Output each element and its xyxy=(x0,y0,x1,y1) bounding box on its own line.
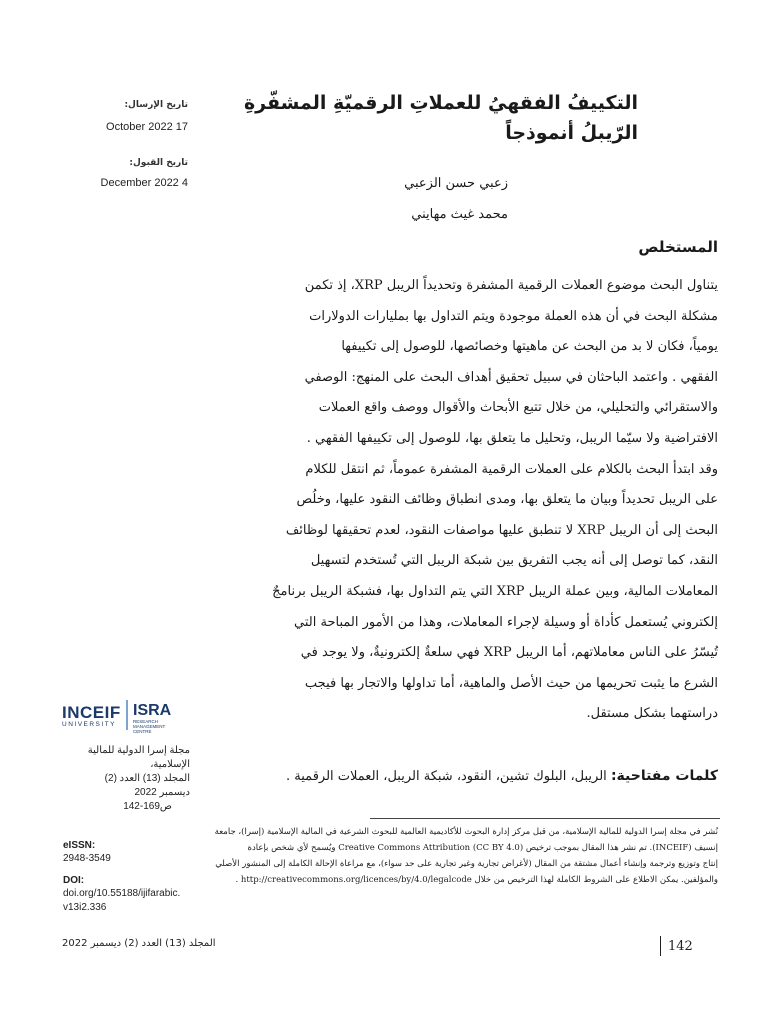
keywords-row xyxy=(200,768,718,784)
eissn-label: eISSN: xyxy=(63,840,96,851)
footer-issue: المجلد (13) العدد (2) ديسمبر 2022 xyxy=(62,938,216,949)
license-footnote xyxy=(200,824,718,888)
keywords-label: كلمات مفتاحية: xyxy=(610,768,718,784)
logo-divider xyxy=(126,700,128,730)
doi-line: doi.org/10.55188/ijifarabic. xyxy=(63,888,181,899)
journal-line: ص169-142 xyxy=(123,801,172,812)
abstract-line: الافتراضية ولا سيّما الريبل، وتحليل ما يتعلق بها، للوصول إلى تكييفها الفقهي . xyxy=(306,430,718,446)
abstract-line: وقد ابتدأ البحث بالكلام على العملات الرقمية المشفرة عموماً، ثم انتقل للكلام xyxy=(305,461,718,477)
journal-line: المجلد (13) العدد (2) xyxy=(104,773,190,784)
footnote-line: نُشر في مجلة إسرا الدولية للمالية الإسلامية، من قبل مركز إدارة البحوث للأكاديمية العالمية للبحوث الشرعية في المالية الإسلامية (إسرا)، جامعة xyxy=(214,827,718,837)
abstract-heading: المستخلص xyxy=(638,238,718,256)
footnote-line: إنسيف (INCEIF). تم نشر هذا المقال بموجب ترخيص Creative Commons Attribution (CC BY 4.0) ويُسمح لأي شخص بإعادة xyxy=(247,843,718,853)
journal-line: مجلة إسرا الدولية للمالية xyxy=(87,745,190,756)
abstract-line: الشرع ما يثبت تحريمها من حيث الأصل والماهية، أما تداولها والاتجار بها فيجب xyxy=(304,675,718,691)
abstract-line: النقد، كما توصل إلى أنه يجب التفريق بين شبكة الريبل التي تُستخدم لتسهيل xyxy=(310,553,718,569)
isra-logo-text: ISRA xyxy=(133,702,172,719)
title-line: الرّيبلُ أنموذجاً xyxy=(505,122,638,144)
keywords-list: الريبل، البلوك تشين، النقود، شبكة الريبل، العملات الرقمية . xyxy=(286,769,607,784)
page-number: 142 xyxy=(668,939,693,954)
abstract-line: على الريبل تحديداً وبيان ما يتعلق بها، ومدى انطباق وظائف النقود عليها، وخلُص xyxy=(296,492,718,508)
abstract-line: دراستهما بشكل مستقل. xyxy=(586,706,718,722)
abstract-line: يومياً، فكان لا بد من البحث عن ماهيتها وخصائصها، للوصول إلى تكييفها xyxy=(341,339,718,355)
doi-link[interactable] xyxy=(63,887,180,915)
eissn-value: 2948-3549 xyxy=(63,853,111,864)
page-number-divider xyxy=(660,936,661,956)
doi-line: v13i2.336 xyxy=(63,902,107,913)
abstract-line: البحث إلى أن الريبل XRP لا تنطبق عليها مواصفات النقود، لعدم تحقيقها لوظائف xyxy=(285,522,718,538)
article-title xyxy=(220,88,638,148)
journal-line: ديسمبر 2022 xyxy=(134,787,190,798)
journal-line: الإسلامية، xyxy=(150,759,190,770)
title-line: التكييفُ الفقهيُ للعملاتِ الرقميّةِ المشفّرةِ xyxy=(243,92,638,114)
abstract-body xyxy=(200,271,718,730)
isra-logo-subtext-1: RESEARCH xyxy=(133,719,159,724)
received-label: تاريخ الإرسال: xyxy=(124,100,188,110)
abstract-line: الفقهي . واعتمد الباحثان في سبيل تحقيق أهداف البحث على المنهج: الوصفي xyxy=(304,369,718,385)
doi-label: DOI: xyxy=(63,875,85,886)
inceif-logo-subtext: UNIVERSITY xyxy=(62,721,117,728)
footnote-line: إنتاج وتوزيع وترجمة وإنشاء أعمال مشتقة من المقال (لأغراض تجارية وغير تجارية على حد سواء)، مع مراعاة الإحالة الكاملة إلى المنشور الأصلي xyxy=(215,859,718,869)
abstract-line: مشكلة البحث في أن هذه العملة موجودة ويتم التداول بها بمليارات الدولارات xyxy=(309,308,718,324)
abstract-line: إلكتروني يُستعمل كأداة أو وسيلة لإجراء المعاملات، وهذا من الأمور المباحة التي xyxy=(294,614,718,630)
abstract-line: تُيسّرُ على الناس معاملاتهم، أما الريبل XRP فهي سلعةٌ إلكترونيةٌ، ولا يوجد في xyxy=(300,645,718,661)
abstract-line: يتناول البحث موضوع العملات الرقمية المشفرة وتحديداً الريبل XRP، إذ تكمن xyxy=(304,278,718,293)
isra-logo xyxy=(133,703,181,733)
isra-logo-subtext-2: MANAGEMENT xyxy=(133,724,166,729)
inceif-logo xyxy=(62,704,122,734)
abstract-line: والاستقرائي والتحليلي، من خلال تتبع الأبحاث والأقوال ووصف واقع العملات xyxy=(318,400,718,416)
isra-logo-subtext-3: CENTRE xyxy=(133,729,152,734)
author-2: محمد غيث مهايني xyxy=(411,207,508,222)
accepted-date: 4 December 2022 xyxy=(100,177,188,189)
accepted-label: تاريخ القبول: xyxy=(129,158,188,168)
journal-info xyxy=(60,744,190,814)
footnote-rule xyxy=(370,818,720,819)
footnote-line: والمؤلفين. يمكن الاطلاع على الشروط الكاملة لهذا الترخيص من خلال http://creativecommons.org/licences/by/4.0/legalcode . xyxy=(235,875,718,885)
abstract-line: المعاملات المالية، وبين عملة الريبل XRP التي يتم التداول بها، فشبكة الريبل برنامجٌ xyxy=(272,583,718,599)
inceif-logo-text: INCEIF xyxy=(62,703,121,722)
received-date: 17 October 2022 xyxy=(106,121,188,133)
author-1: زعبي حسن الزعبي xyxy=(404,176,508,191)
